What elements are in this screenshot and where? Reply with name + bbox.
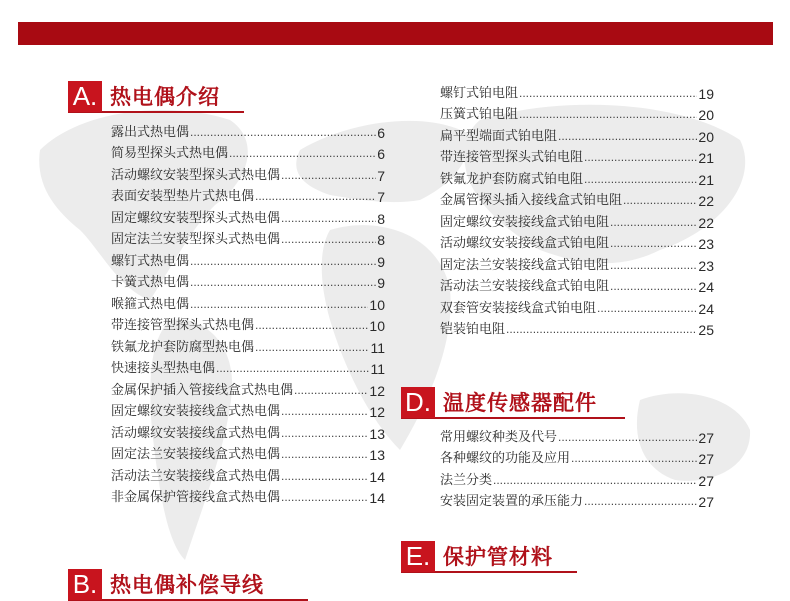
toc-entry-title: 螺钉式铂电阻 [440, 85, 519, 101]
toc-entry[interactable] [440, 123, 714, 145]
section-a-title: 热电偶介绍 [110, 85, 220, 109]
toc-entry[interactable] [440, 209, 714, 231]
leader-dots [623, 192, 697, 209]
leader-dots [610, 257, 697, 274]
toc-entry-page: 9 [377, 253, 385, 270]
leader-dots [493, 472, 697, 489]
toc-entry[interactable] [111, 205, 385, 227]
toc-entry[interactable] [111, 442, 385, 464]
toc-entry-page: 7 [377, 189, 385, 205]
section-d-header [401, 387, 625, 419]
toc-entry-page: 9 [377, 275, 385, 291]
leader-dots [255, 317, 368, 334]
toc-entry-page: 25 [698, 322, 714, 338]
leader-dots [558, 128, 697, 145]
toc-entry-title: 活动法兰安装接线盒式铂电阻 [440, 279, 610, 294]
leader-dots [229, 145, 376, 162]
toc-entry-page: 11 [370, 339, 385, 356]
leader-dots [281, 231, 376, 248]
toc-entry-title: 活动螺纹安装接线盒式铂电阻 [440, 236, 610, 251]
toc-entry-title: 铁氟龙护套防腐型热电偶 [111, 339, 255, 355]
leader-dots [281, 403, 368, 420]
toc-entry[interactable] [440, 188, 714, 210]
toc-entry-title: 活动法兰安装接线盒式热电偶 [111, 468, 281, 484]
toc-entry-page: 23 [698, 236, 714, 252]
toc-entry-title: 活动螺纹安装型探头式热电偶 [111, 167, 281, 183]
toc-entry-page: 24 [698, 300, 714, 317]
toc-list-d [440, 424, 714, 510]
toc-entry-page: 13 [369, 425, 385, 442]
toc-list-a [111, 119, 385, 506]
toc-entry-title: 固定螺纹安装型探头式热电偶 [111, 210, 281, 226]
toc-entry[interactable] [440, 231, 714, 253]
leader-dots [597, 300, 697, 317]
toc-entry-page: 6 [377, 124, 385, 141]
leader-dots [571, 450, 697, 467]
header-banner [18, 22, 773, 45]
toc-entry-page: 14 [369, 490, 385, 506]
toc-entry-title: 简易型探头式热电偶 [111, 146, 229, 161]
toc-entry[interactable] [111, 485, 385, 507]
leader-dots [584, 493, 697, 510]
toc-entry-page: 27 [698, 429, 714, 446]
toc-entry-title: 螺钉式热电偶 [111, 253, 190, 269]
toc-entry[interactable] [111, 313, 385, 335]
toc-entry-title: 卡簧式热电偶 [111, 275, 190, 290]
toc-entry-title: 扁平型端面式铂电阻 [440, 128, 558, 144]
toc-entry[interactable] [111, 420, 385, 442]
toc-entry-page: 11 [370, 361, 385, 377]
toc-entry[interactable] [111, 227, 385, 249]
toc-entry[interactable] [111, 119, 385, 141]
toc-entry-title: 金属保护插入管接线盒式热电偶 [111, 382, 294, 398]
toc-entry[interactable] [111, 399, 385, 421]
toc-entry-title: 常用螺纹种类及代号 [440, 429, 558, 445]
leader-dots [190, 296, 368, 313]
toc-entry-page: 19 [698, 85, 714, 102]
toc-entry[interactable] [111, 141, 385, 163]
toc-entry-page: 27 [698, 451, 714, 467]
toc-entry-title: 安装固定装置的承压能力 [440, 494, 584, 509]
toc-list-c-continued [440, 80, 714, 338]
toc-entry-title: 铠装铂电阻 [440, 322, 506, 337]
toc-entry-page: 10 [369, 318, 385, 334]
section-e-letter: E. [401, 541, 435, 572]
toc-entry[interactable] [440, 102, 714, 124]
toc-entry-title: 活动螺纹安装接线盒式热电偶 [111, 425, 281, 441]
toc-entry-title: 固定法兰安装型探头式热电偶 [111, 232, 281, 247]
leader-dots [281, 489, 368, 506]
toc-entry[interactable] [440, 166, 714, 188]
toc-entry-title: 表面安装型垫片式热电偶 [111, 189, 255, 204]
section-e-title: 保护管材料 [443, 545, 553, 569]
leader-dots [584, 171, 697, 188]
toc-entry-title: 铁氟龙护套防腐式铂电阻 [440, 171, 584, 187]
section-d-letter: D. [401, 387, 435, 418]
toc-entry-title: 金属管探头插入接线盒式铂电阻 [440, 193, 623, 208]
leader-dots [558, 429, 697, 446]
section-a-header [68, 81, 244, 113]
toc-entry-title: 法兰分类 [440, 472, 493, 488]
toc-entry[interactable] [111, 162, 385, 184]
leader-dots [190, 124, 376, 141]
toc-entry[interactable] [111, 184, 385, 206]
toc-entry-page: 21 [698, 171, 714, 188]
leader-dots [506, 321, 697, 338]
leader-dots [294, 382, 368, 399]
section-b-title: 热电偶补偿导线 [110, 573, 264, 597]
toc-entry[interactable] [111, 334, 385, 356]
toc-entry[interactable] [111, 291, 385, 313]
leader-dots [610, 235, 697, 252]
toc-entry-page: 27 [698, 494, 714, 510]
section-b-header [68, 569, 308, 601]
toc-entry[interactable] [440, 295, 714, 317]
leader-dots [519, 85, 697, 102]
toc-entry-page: 20 [698, 128, 714, 145]
toc-entry-page: 22 [698, 193, 714, 209]
leader-dots [281, 210, 376, 227]
toc-entry-title: 快速接头型热电偶 [111, 361, 216, 376]
toc-entry[interactable] [440, 467, 714, 489]
toc-entry[interactable] [111, 377, 385, 399]
section-e-header [401, 541, 577, 573]
leader-dots [281, 446, 368, 463]
toc-entry[interactable] [440, 80, 714, 102]
toc-entry-page: 6 [377, 146, 385, 162]
toc-entry[interactable] [440, 252, 714, 274]
toc-entry-title: 固定螺纹安装接线盒式铂电阻 [440, 214, 610, 230]
section-d-title: 温度传感器配件 [443, 391, 597, 415]
toc-entry-title: 固定螺纹安装接线盒式热电偶 [111, 404, 281, 419]
leader-dots [610, 278, 697, 295]
toc-entry[interactable] [440, 317, 714, 339]
toc-entry-page: 13 [369, 447, 385, 463]
toc-entry[interactable] [440, 489, 714, 511]
toc-entry[interactable] [440, 145, 714, 167]
toc-entry-page: 14 [369, 468, 385, 485]
toc-entry-page: 7 [377, 167, 385, 184]
leader-dots [255, 339, 369, 356]
toc-entry-page: 8 [377, 210, 385, 227]
toc-entry[interactable] [111, 463, 385, 485]
toc-entry-title: 带连接管型探头式铂电阻 [440, 150, 584, 165]
leader-dots [190, 274, 376, 291]
toc-entry-page: 8 [377, 232, 385, 248]
section-b-letter: B. [68, 569, 102, 600]
toc-entry[interactable] [440, 424, 714, 446]
toc-entry-title: 露出式热电偶 [111, 124, 190, 140]
leader-dots [281, 468, 368, 485]
toc-entry-title: 固定法兰安装接线盒式铂电阻 [440, 257, 610, 273]
toc-entry-title: 各种螺纹的功能及应用 [440, 451, 571, 466]
toc-entry-title: 非金属保护管接线盒式热电偶 [111, 490, 281, 505]
toc-entry[interactable] [440, 446, 714, 468]
toc-entry-page: 22 [698, 214, 714, 231]
toc-entry[interactable] [111, 356, 385, 378]
leader-dots [610, 214, 697, 231]
toc-entry-page: 21 [698, 150, 714, 166]
toc-entry-page: 10 [369, 296, 385, 313]
toc-entry-page: 12 [369, 404, 385, 420]
leader-dots [216, 360, 369, 377]
leader-dots [584, 149, 697, 166]
leader-dots [519, 106, 697, 123]
leader-dots [281, 167, 376, 184]
toc-entry-page: 24 [698, 279, 714, 295]
toc-entry-title: 带连接管型探头式热电偶 [111, 318, 255, 333]
toc-entry-title: 双套管安装接线盒式铂电阻 [440, 300, 597, 316]
leader-dots [281, 425, 368, 442]
leader-dots [190, 253, 376, 270]
toc-entry[interactable] [440, 274, 714, 296]
toc-entry[interactable] [111, 248, 385, 270]
toc-entry-page: 23 [698, 257, 714, 274]
toc-entry-page: 20 [698, 107, 714, 123]
toc-entry-title: 压簧式铂电阻 [440, 107, 519, 122]
leader-dots [255, 188, 376, 205]
section-a-letter: A. [68, 81, 102, 112]
toc-entry-page: 12 [369, 382, 385, 399]
toc-entry[interactable] [111, 270, 385, 292]
toc-entry-title: 喉箍式热电偶 [111, 296, 190, 312]
toc-entry-title: 固定法兰安装接线盒式热电偶 [111, 447, 281, 462]
toc-entry-page: 27 [698, 472, 714, 489]
